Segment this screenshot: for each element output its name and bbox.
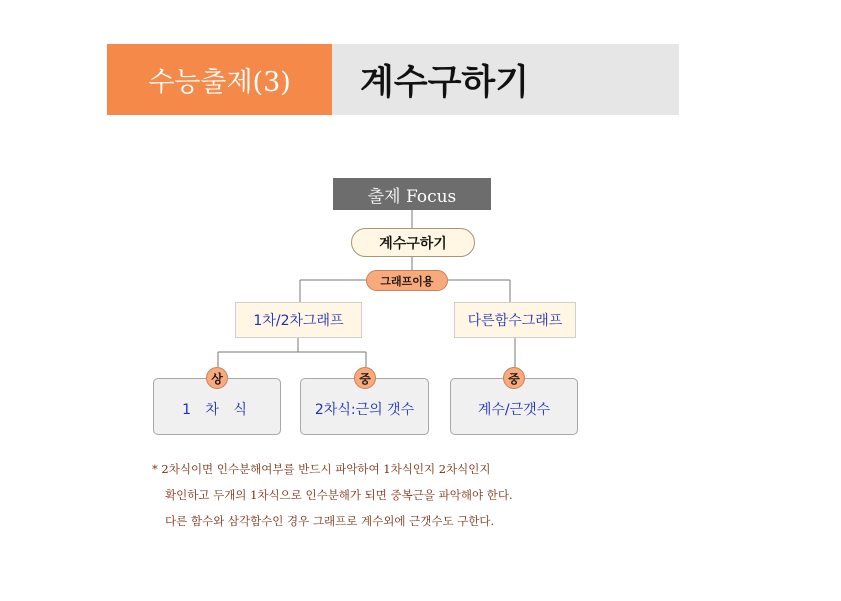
branch-node-linear-quadratic: 1차/2차그래프	[235, 302, 362, 338]
note-line	[152, 456, 672, 482]
explanation-note	[152, 456, 672, 534]
page-title: 계수구하기	[332, 44, 679, 115]
note-line: 다른 함수와 삼각함수인 경우 그래프로 계수외에 근갯수도 구한다.	[165, 514, 495, 528]
method-node: 그래프이용	[366, 270, 448, 291]
focus-header: 출제 Focus	[333, 178, 491, 210]
difficulty-badge: 중	[503, 367, 525, 389]
note-bullet: *	[152, 462, 158, 476]
banner-tag: 수능출제(3)	[107, 44, 332, 115]
difficulty-badge: 상	[206, 367, 228, 389]
note-line: 확인하고 두개의 1차식으로 인수분해가 되면 중복근을 파악해야 한다.	[165, 488, 513, 502]
branch-node-other-functions: 다른함수그래프	[454, 302, 576, 338]
difficulty-badge: 중	[354, 367, 376, 389]
note-text: 2차식이면 인수분해여부를 반드시 파악하여 1차식인지 2차식인지	[161, 462, 491, 476]
leaf-node-linear: 1 차 식	[153, 378, 281, 435]
leaf-node-quadratic-roots: 2차식:근의 갯수	[300, 378, 429, 435]
leaf-node-coefficient-roots: 계수/근갯수	[450, 378, 578, 435]
topic-node: 계수구하기	[351, 228, 475, 257]
